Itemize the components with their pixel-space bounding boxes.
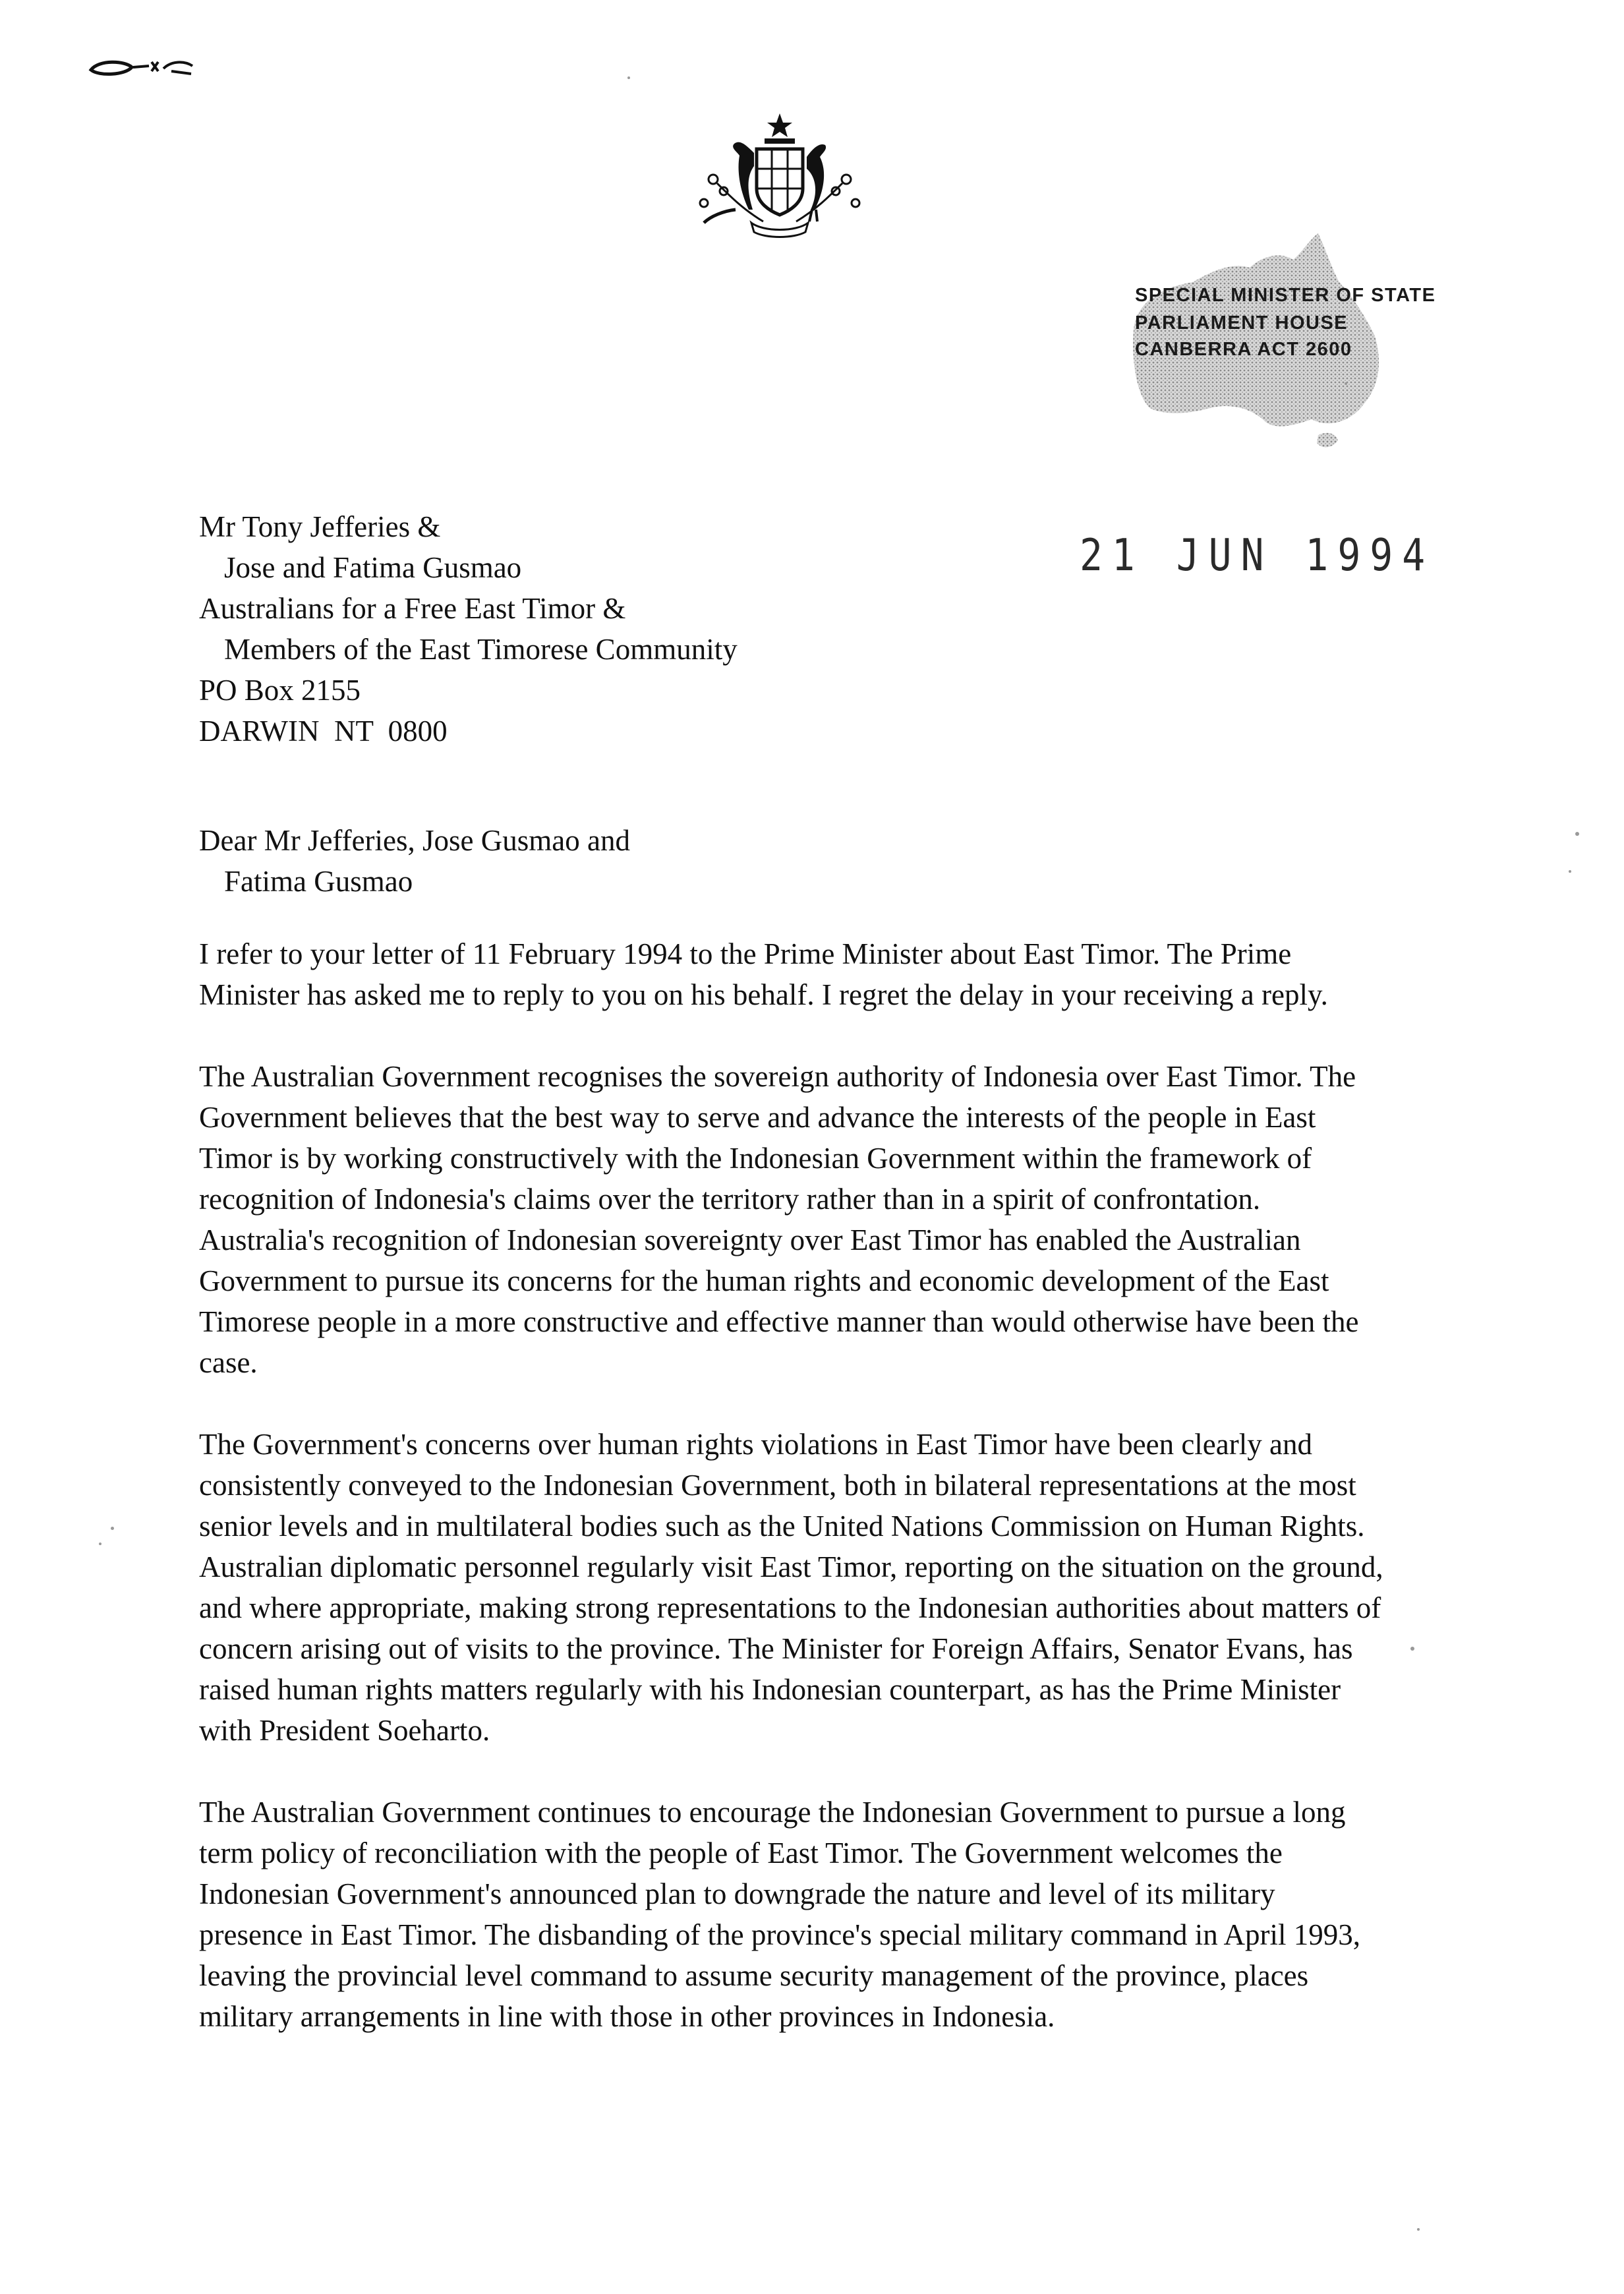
letterhead xyxy=(1120,231,1490,455)
address-line: Jose and Fatima Gusmao xyxy=(224,551,522,584)
address-line: Mr Tony Jefferies & xyxy=(199,510,441,543)
letterhead-building: PARLIAMENT HOUSE xyxy=(1135,312,1348,334)
date-stamp: 21 JUN 1994 xyxy=(1080,529,1435,581)
scan-speck xyxy=(1569,870,1571,873)
salutation xyxy=(199,820,630,902)
scan-speck xyxy=(627,76,630,79)
salutation-line: Dear Mr Jefferies, Jose Gusmao and xyxy=(199,824,630,857)
scan-speck xyxy=(1345,382,1347,385)
body-paragraph: The Australian Government continues to encourage the Indonesian Government to pursue a long term policy of reconciliation with the people of East Timor. The Government welcomes the Indonesian Government's announced plan to downgrade the nature and level of its military presence in East Timor. The disbanding of the province's special military command in April 1993, leaving the provincial level command to assume security management of the province, places military arrangements in line with those in other provinces in Indonesia. xyxy=(199,1796,1360,2033)
scan-speck xyxy=(1410,1647,1414,1651)
address-line: Australians for a Free East Timor & xyxy=(199,592,626,625)
body-paragraph: The Australian Government recognises the sovereign authority of Indonesia over East Timor. The Government believes that the best way to serve and advance the interests of the people in East Timor is by working constructively with the Indonesian Government within the framework of recognition of Indonesia's claims over the territory rather than in a spirit of confrontation. Australia's recognition of Indonesian sovereignty over East Timor has enabled the Australian Government to pursue its concerns for the human rights and economic development of the East Timorese people in a more constructive and effective manner than would otherwise have been the case. xyxy=(199,1060,1359,1379)
body-paragraph: The Government's concerns over human rights violations in East Timor have been clearly and consistently conveyed to the Indonesian Government, both in bilateral representations at the most senior levels and in multilateral bodies such as the United Nations Commission on Human Rights. Australian diplomatic personnel regularly visit East Timor, reporting on the situation on the ground, and where appropriate, making strong representations to the Indonesian authorities about matters of concern arising out of visits to the province. The Minister for Foreign Affairs, Senator Evans, has raised human rights matters regularly with his Indonesian counterpart, as has the Prime Minister with President Soeharto. xyxy=(199,1428,1383,1747)
handwritten-mark-icon xyxy=(86,54,198,80)
address-line: PO Box 2155 xyxy=(199,674,361,707)
scan-speck xyxy=(1575,832,1579,836)
scan-speck xyxy=(1417,2228,1420,2231)
body-paragraph: I refer to your letter of 11 February 1994 to the Prime Minister about East Timor. The Prime Minister has asked me to reply to you on his behalf. I regret the delay in your receiving a reply. xyxy=(199,937,1328,1011)
salutation-line: Fatima Gusmao xyxy=(224,865,413,898)
recipient-address xyxy=(199,506,738,751)
letterhead-title: SPECIAL MINISTER OF STATE xyxy=(1135,285,1436,306)
letterhead-city: CANBERRA ACT 2600 xyxy=(1135,339,1352,360)
coat-of-arms-icon xyxy=(691,111,869,240)
address-line: DARWIN NT 0800 xyxy=(199,715,448,748)
scan-speck xyxy=(111,1527,114,1530)
scan-speck xyxy=(99,1543,102,1545)
address-line: Members of the East Timorese Community xyxy=(224,633,738,666)
letter-body xyxy=(199,933,1385,2078)
